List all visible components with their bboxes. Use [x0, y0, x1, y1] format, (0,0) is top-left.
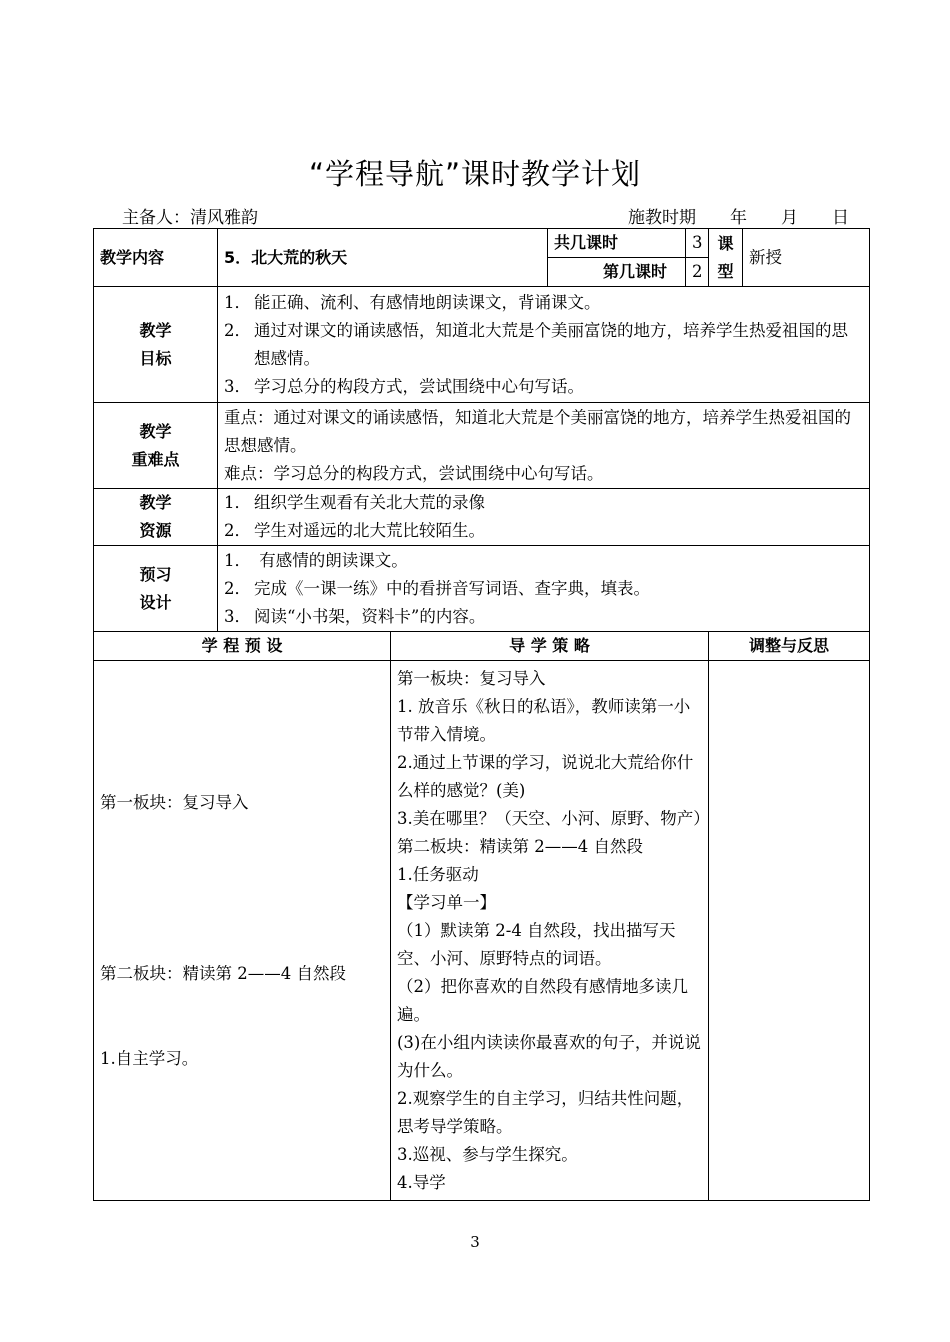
current-period-label: 第几课时	[548, 258, 686, 287]
page-title: “学程导航”课时教学计划	[308, 157, 642, 191]
strategy-line: （1）默读第 2-4 自然段，找出描写天空、小河、原野特点的词语。	[397, 921, 676, 968]
preparer: 主备人：清风雅韵	[122, 208, 258, 228]
date-label: 施教时期	[628, 208, 696, 228]
content-value: 5．北大荒的秋天	[218, 229, 548, 287]
lesson-type-label: 课 型	[709, 229, 743, 287]
preview-item: 2． 完成《一课一练》中的看拼音写词语、查字典，填表。	[224, 578, 650, 598]
goal-item: 2． 通过对课文的诵读感悟，知道北大荒是个美丽富饶的地方，培养学生热爱祖国的思想感情。	[224, 320, 848, 368]
plan-line: 1.自主学习。	[100, 1049, 199, 1068]
total-periods-label: 共几课时	[548, 229, 686, 258]
preview-label: 预习 设计	[94, 546, 218, 632]
keypoint-focus: 重点：通过对课文的诵读感悟，知道北大荒是个美丽富饶的地方，培养学生热爱祖国的思想感情。	[224, 407, 851, 455]
goals-label: 教学 目标	[94, 287, 218, 403]
preview-list	[218, 546, 870, 632]
reflection-column	[709, 661, 870, 1201]
current-period-value: 2	[686, 258, 709, 287]
resource-item: 2． 学生对遥远的北大荒比较陌生。	[224, 521, 485, 540]
goal-item: 3． 学习总分的构段方式，尝试围绕中心句写话。	[224, 376, 584, 396]
keypoint-difficulty: 难点：学习总分的构段方式，尝试围绕中心句写话。	[224, 463, 604, 483]
resources-label: 教学 资源	[94, 489, 218, 546]
column-header-guidance-strategy: 导 学 策 略	[391, 632, 709, 661]
preview-item: 3． 阅读“小书架，资料卡”的内容。	[224, 606, 486, 626]
learning-plan-column	[94, 661, 391, 1201]
lesson-type-value: 新授	[743, 229, 870, 287]
keypoints-label: 教学 重难点	[94, 403, 218, 489]
column-header-learning-plan: 学 程 预 设	[94, 632, 391, 661]
keypoints-content	[218, 403, 870, 489]
lesson-plan-table	[93, 228, 870, 1201]
page-number: 3	[470, 1233, 480, 1251]
resource-item: 1． 组织学生观看有关北大荒的录像	[224, 493, 485, 512]
strategy-line: 2.观察学生的自主学习，归结共性问题，思考导学策略。	[397, 1089, 694, 1136]
strategy-line: 1. 放音乐《秋日的私语》，教师读第一小节带入情境。	[397, 697, 691, 744]
strategy-line: 第二板块：精读第 2——4 自然段	[397, 837, 643, 856]
strategy-line: 2.通过上节课的学习，说说北大荒给你什么样的感觉？(美)	[397, 753, 694, 800]
column-header-reflection: 调整与反思	[709, 632, 870, 661]
plan-line: 第二板块：精读第 2——4 自然段	[100, 964, 346, 983]
date-day: 日	[832, 208, 849, 228]
strategy-line: 4.导学	[397, 1173, 446, 1192]
content-label: 教学内容	[94, 229, 218, 287]
strategy-line: 【学习单一】	[397, 893, 496, 912]
strategy-line: 1.任务驱动	[397, 865, 479, 884]
resources-list	[218, 489, 870, 546]
teaching-date	[628, 203, 849, 228]
guidance-strategy-column	[391, 661, 709, 1201]
date-year: 年	[730, 208, 747, 228]
total-periods-value: 3	[686, 229, 709, 258]
goals-list	[218, 287, 870, 403]
preview-item: 1． 有感情的朗读课文。	[224, 550, 408, 570]
strategy-line: 第一板块：复习导入	[397, 669, 546, 688]
date-month: 月	[781, 208, 798, 228]
plan-line: 第一板块：复习导入	[100, 793, 249, 812]
strategy-line: 3.巡视、参与学生探究。	[397, 1145, 578, 1164]
strategy-line: 3.美在哪里？（天空、小河、原野、物产）	[397, 809, 710, 828]
goal-item: 1． 能正确、流利、有感情地朗读课文，背诵课文。	[224, 292, 601, 312]
strategy-line: （2）把你喜欢的自然段有感情地多读几遍。	[397, 977, 688, 1024]
strategy-line: (3)在小组内读读你最喜欢的句子，并说说为什么。	[397, 1033, 701, 1080]
